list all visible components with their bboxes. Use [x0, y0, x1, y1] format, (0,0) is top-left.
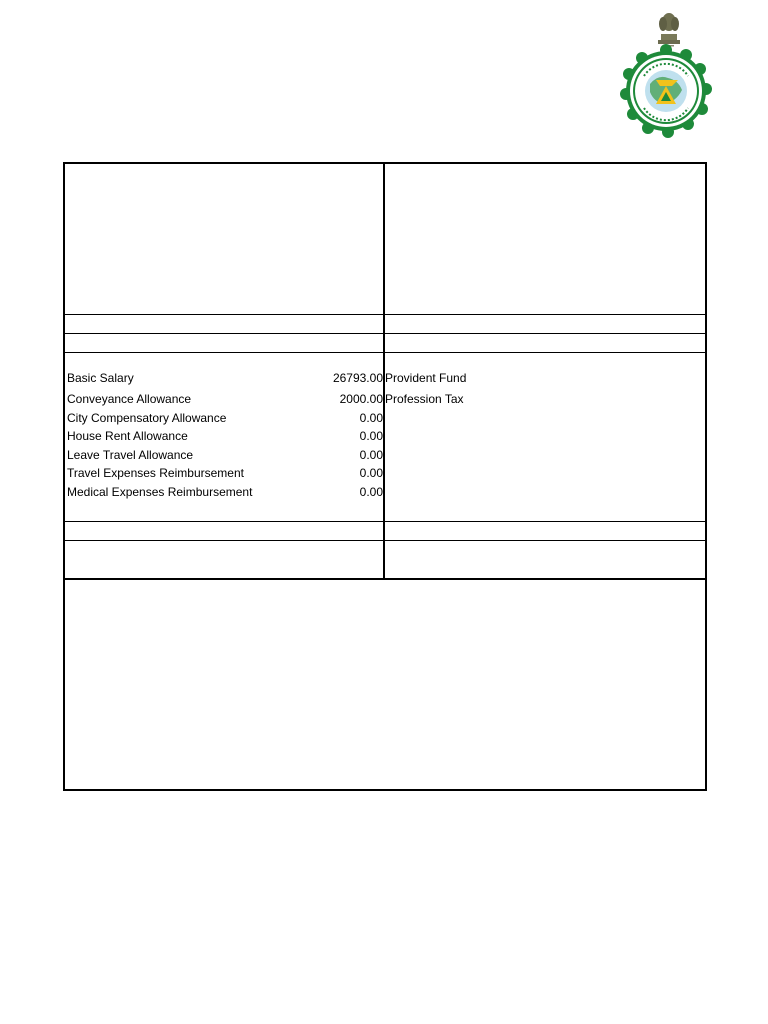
earning-label: Basic Salary: [67, 371, 134, 385]
earning-row: [67, 446, 383, 464]
earning-label: Medical Expenses Reimbursement: [67, 485, 253, 499]
earning-label: City Compensatory Allowance: [67, 411, 227, 425]
deduction-label: Provident Fund: [385, 371, 467, 385]
earning-label: Conveyance Allowance: [67, 392, 192, 406]
row-divider: [65, 540, 705, 541]
deduction-row: [385, 369, 685, 387]
earning-amount: 0.00: [359, 429, 383, 443]
payslip-table: [63, 162, 707, 791]
earning-amount: 2000.00: [339, 392, 383, 406]
deduction-row: [385, 390, 685, 408]
earning-row: [67, 369, 383, 387]
earning-row: [67, 390, 383, 408]
earning-row: [67, 464, 383, 482]
national-emblem-icon: [654, 12, 684, 48]
row-divider: [65, 333, 705, 334]
earning-row: [67, 483, 383, 501]
earning-amount: 0.00: [359, 448, 383, 462]
earning-amount: 0.00: [359, 466, 383, 480]
earning-amount: 26793.00: [332, 371, 383, 385]
deduction-label: Profession Tax: [385, 392, 464, 406]
row-divider: [65, 314, 705, 315]
earning-label: House Rent Allowance: [67, 429, 188, 443]
earning-label: Leave Travel Allowance: [67, 448, 194, 462]
section-divider: [65, 578, 705, 580]
earning-row: [67, 427, 383, 445]
government-seal-icon: [620, 44, 712, 138]
row-divider: [65, 352, 705, 353]
earning-label: Travel Expenses Reimbursement: [67, 466, 244, 480]
earning-amount: 0.00: [359, 411, 383, 425]
row-divider: [65, 521, 705, 522]
earning-amount: 0.00: [359, 485, 383, 499]
earning-row: [67, 409, 383, 427]
